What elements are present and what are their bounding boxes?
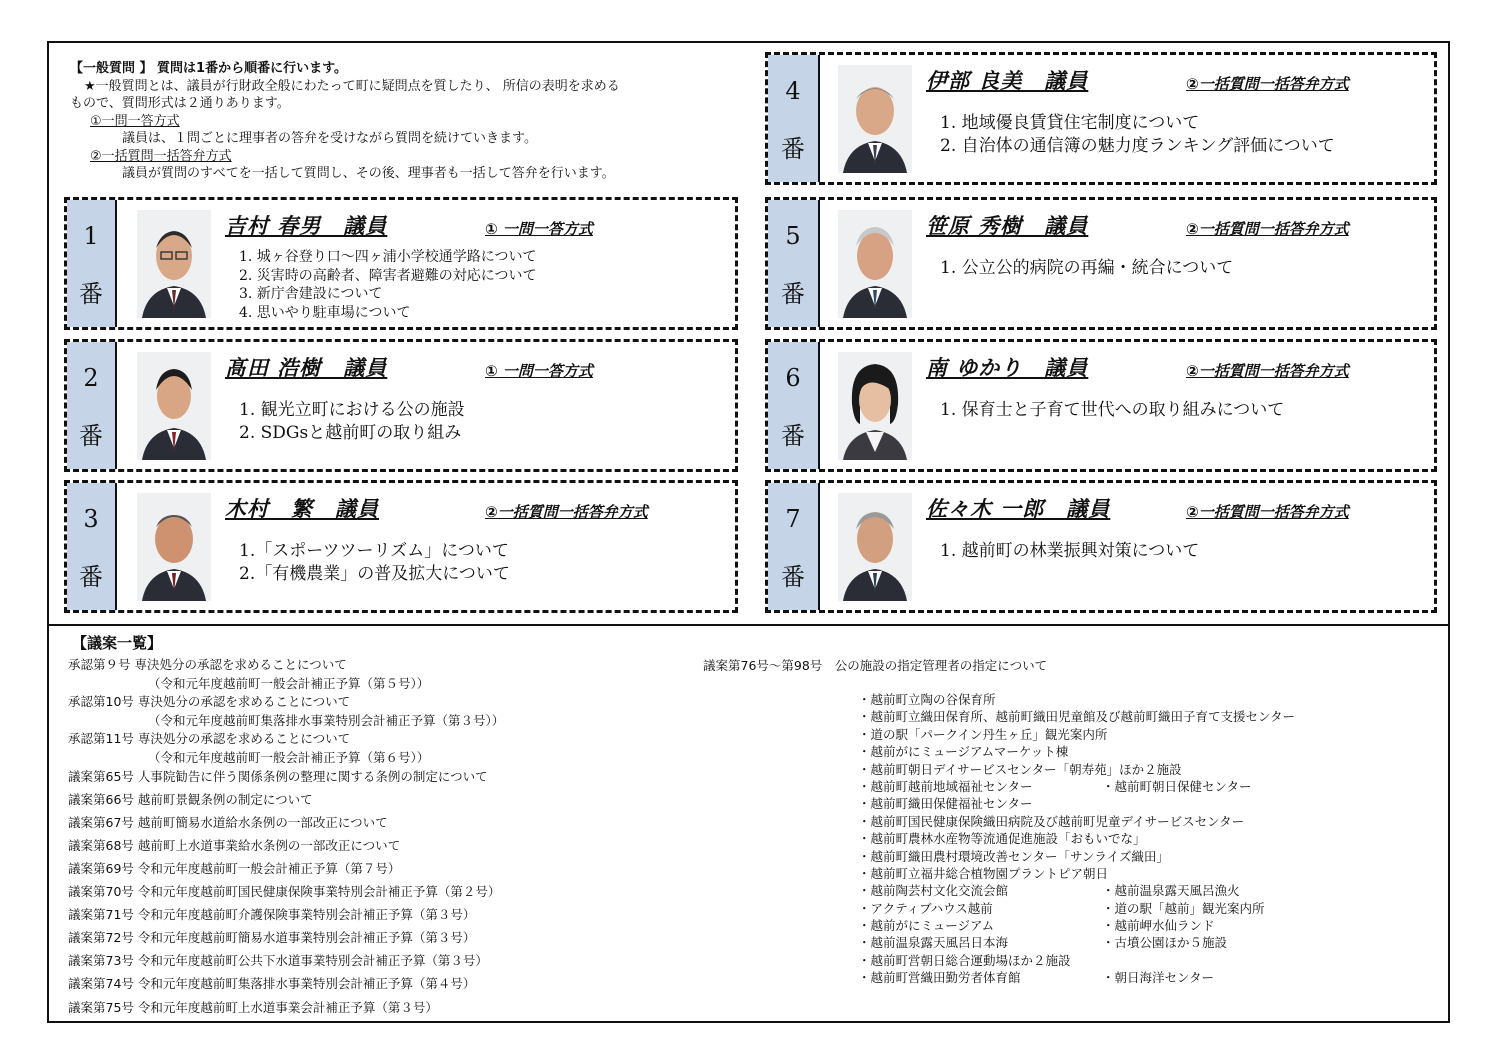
facility-line: ・越前町立陶の谷保育所	[858, 692, 996, 707]
topic-item: 1.「スポーツツーリズム」について	[239, 541, 509, 561]
question-card-6	[765, 339, 1437, 472]
section-divider	[47, 624, 1450, 626]
method-2-desc: 議員が質問のすべてを一括して質問し、その後、理事者も一括して答弁を行います。	[122, 166, 615, 181]
facility-line: ・越前町立福井総合植物園プラントピア朝日	[858, 865, 1109, 881]
bill-row: 議案第72号 令和元年度越前町簡易水道事業特別会計補正予算（第３号）	[68, 930, 476, 946]
question-method: ②一括質問一括答弁方式	[1186, 75, 1349, 93]
councillor-name: 木村 繁 議員	[225, 497, 379, 521]
bill-row: 議案第66号 越前町景観条例の制定について	[68, 791, 313, 807]
question-method: ②一括質問一括答弁方式	[1186, 503, 1349, 521]
councillor-photo	[137, 493, 211, 601]
bill-row-sub: （令和元年度越前町集落排水事業特別会計補正予算（第３号））	[148, 712, 505, 728]
question-topics	[940, 257, 1233, 280]
intro-line-1: ★一般質問とは、議員が行財政全般にわたって町に疑問点を質したり、 所信の表明を求める	[84, 78, 620, 94]
topic-item: 2. SDGsと越前町の取り組み	[239, 423, 462, 443]
facility-line: ・越前町農林水産物等流通促進施設「おもいでな」	[858, 831, 1146, 847]
topic-item: 1. 保育士と子育て世代への取り組みについて	[940, 400, 1285, 420]
bill-row-sub: （令和元年度越前町一般会計補正予算（第６号））	[148, 749, 430, 765]
bills-title: 【議案一覧】	[72, 634, 163, 652]
question-card-7	[765, 480, 1437, 613]
question-topics	[940, 540, 1199, 563]
method-1-title: ①一問一答方式	[90, 113, 180, 129]
facility-line: ・越前町朝日デイサービスセンター「朝寿苑」ほか２施設	[858, 761, 1182, 777]
question-topics	[239, 399, 465, 445]
facility-line: ・越前温泉露天風呂日本海 ・古墳公園ほか５施設	[858, 935, 1228, 951]
facility-line: ・道の駅「パークイン丹生ヶ丘」観光案内所	[858, 726, 1108, 742]
topic-item: 2. 災害時の高齢者、障害者避難の対応について	[239, 267, 537, 284]
bill-row: 議案第65号 人事院勧告に伴う関係条例の整理に関する条例の制定について	[68, 768, 488, 784]
councillor-photo	[838, 210, 912, 318]
general-question-intro	[70, 60, 750, 183]
facility-line: ・越前がにミュージアムマーケット棟	[858, 744, 1069, 760]
question-card-2	[64, 339, 738, 472]
councillor-name: 笹原 秀樹 議員	[926, 214, 1089, 238]
facility-line: ・越前陶芸村文化交流会館 ・越前温泉露天風呂漁火	[858, 883, 1240, 899]
topic-item: 1. 公立公的病院の再編・統合について	[940, 258, 1234, 278]
facility-line: ・越前町営朝日総合運動場ほか２施設	[858, 952, 1071, 968]
method-1-desc: 議員は、１問ごとに理事者の答弁を受けながら質問を続けていきます。	[122, 131, 537, 146]
question-number: 7 番	[768, 483, 820, 610]
bill-row: 議案第71号 令和元年度越前町介護保険事業特別会計補正予算（第３号）	[68, 907, 476, 923]
question-method: ②一括質問一括答弁方式	[1186, 220, 1349, 238]
facility-line: ・アクティブハウス越前 ・道の駅「越前」観光案内所	[858, 900, 1265, 916]
councillor-photo	[838, 65, 912, 173]
topic-item: 2.「有機農業」の普及拡大について	[239, 564, 510, 584]
councillor-name: 吉村 春男 議員	[225, 214, 388, 238]
facility-line: ・越前町織田農村環境改善センター「サンライズ織田」	[858, 848, 1169, 864]
councillor-photo	[838, 352, 912, 460]
question-number: 3 番	[67, 483, 117, 610]
councillor-name: 髙田 浩樹 議員	[225, 356, 388, 380]
designated-manager-bill: 議案第76号～第98号 公の施設の指定管理者の指定について	[703, 658, 1048, 673]
councillor-name: 伊部 良美 議員	[926, 69, 1089, 93]
question-number: 2 番	[67, 342, 117, 469]
bill-row: 議案第75号 令和元年度越前町上水道事業会計補正予算（第３号）	[68, 999, 438, 1015]
facility-line: ・越前町越前地域福祉センター ・越前町朝日保健センター	[858, 778, 1252, 794]
councillor-name: 南 ゆかり 議員	[926, 356, 1089, 380]
question-card-1	[64, 197, 738, 330]
topic-item: 2. 自治体の通信簿の魅力度ランキング評価について	[940, 136, 1335, 156]
bill-row: 議案第69号 令和元年度越前町一般会計補正予算（第７号）	[68, 860, 401, 876]
question-topics	[239, 540, 510, 586]
bill-row-sub: （令和元年度越前町一般会計補正予算（第５号））	[148, 675, 430, 691]
bill-row: 議案第74号 令和元年度越前町集落排水事業特別会計補正予算（第４号）	[68, 976, 476, 992]
question-number: 1 番	[67, 200, 117, 327]
bills-list	[68, 656, 504, 1017]
question-card-5	[765, 197, 1437, 330]
bill-row: 承認第11号 専決処分の承認を求めることについて	[68, 731, 351, 747]
councillor-photo	[137, 210, 211, 318]
facility-line: ・越前がにミュージアム ・越前岬水仙ランド	[858, 918, 1215, 934]
intro-heading: 【一般質問 】 質問は1番から順番に行います。	[70, 61, 348, 76]
question-topics	[940, 112, 1335, 158]
question-card-3	[64, 480, 738, 613]
bill-row: 議案第67号 越前町簡易水道給水条例の一部改正について	[68, 814, 388, 830]
councillor-photo	[838, 493, 912, 601]
topic-item: 3. 新庁舎建設について	[239, 286, 383, 302]
question-number: 6 番	[768, 342, 820, 469]
question-method: ②一括質問一括答弁方式	[1186, 362, 1349, 380]
bill-row: 議案第68号 越前町上水道事業給水条例の一部改正について	[68, 837, 401, 853]
facility-line: ・越前町織田保健福祉センター	[858, 796, 1033, 812]
topic-item: 1. 越前町の林業振興対策について	[940, 541, 1200, 561]
question-method: ②一括質問一括答弁方式	[485, 503, 648, 521]
topic-item: 1. 城ヶ谷登り口～四ヶ浦小学校通学路について	[239, 249, 537, 265]
question-number: 5 番	[768, 200, 820, 327]
question-topics	[940, 399, 1284, 422]
question-topics	[239, 248, 537, 322]
topic-item: 1. 観光立町における公の施設	[239, 400, 465, 420]
facility-line: ・越前町営織田勤労者体育館 ・朝日海洋センター	[858, 970, 1215, 986]
method-2-title: ②一括質問一括答弁方式	[90, 148, 232, 164]
question-number: 4 番	[768, 55, 820, 182]
intro-line-2: もので、質問形式は２通りあります。	[70, 96, 290, 111]
facilities-list	[858, 691, 1295, 987]
bill-row: 議案第70号 令和元年度越前町国民健康保険事業特別会計補正予算（第２号）	[68, 884, 501, 900]
topic-item: 4. 思いやり駐車場について	[239, 304, 411, 321]
question-method: ① 一問一答方式	[485, 362, 593, 380]
bill-row: 議案第73号 令和元年度越前町公共下水道事業特別会計補正予算（第３号）	[68, 953, 488, 969]
councillor-photo	[137, 352, 211, 460]
question-method: ① 一問一答方式	[485, 220, 593, 238]
bill-row: 承認第10号 専決処分の承認を求めることについて	[68, 694, 351, 710]
topic-item: 1. 地域優良賃貸住宅制度について	[940, 113, 1200, 133]
question-card-4	[765, 52, 1437, 185]
bill-row: 承認第９号 専決処分の承認を求めることについて	[68, 657, 347, 672]
facility-line: ・越前町国民健康保険織田病院及び越前町児童デイサービスセンター	[858, 813, 1245, 829]
facility-line: ・越前町立織田保育所、越前町織田児童館及び越前町織田子育て支援センター	[858, 709, 1296, 725]
councillor-name: 佐々木 一郎 議員	[926, 497, 1111, 521]
